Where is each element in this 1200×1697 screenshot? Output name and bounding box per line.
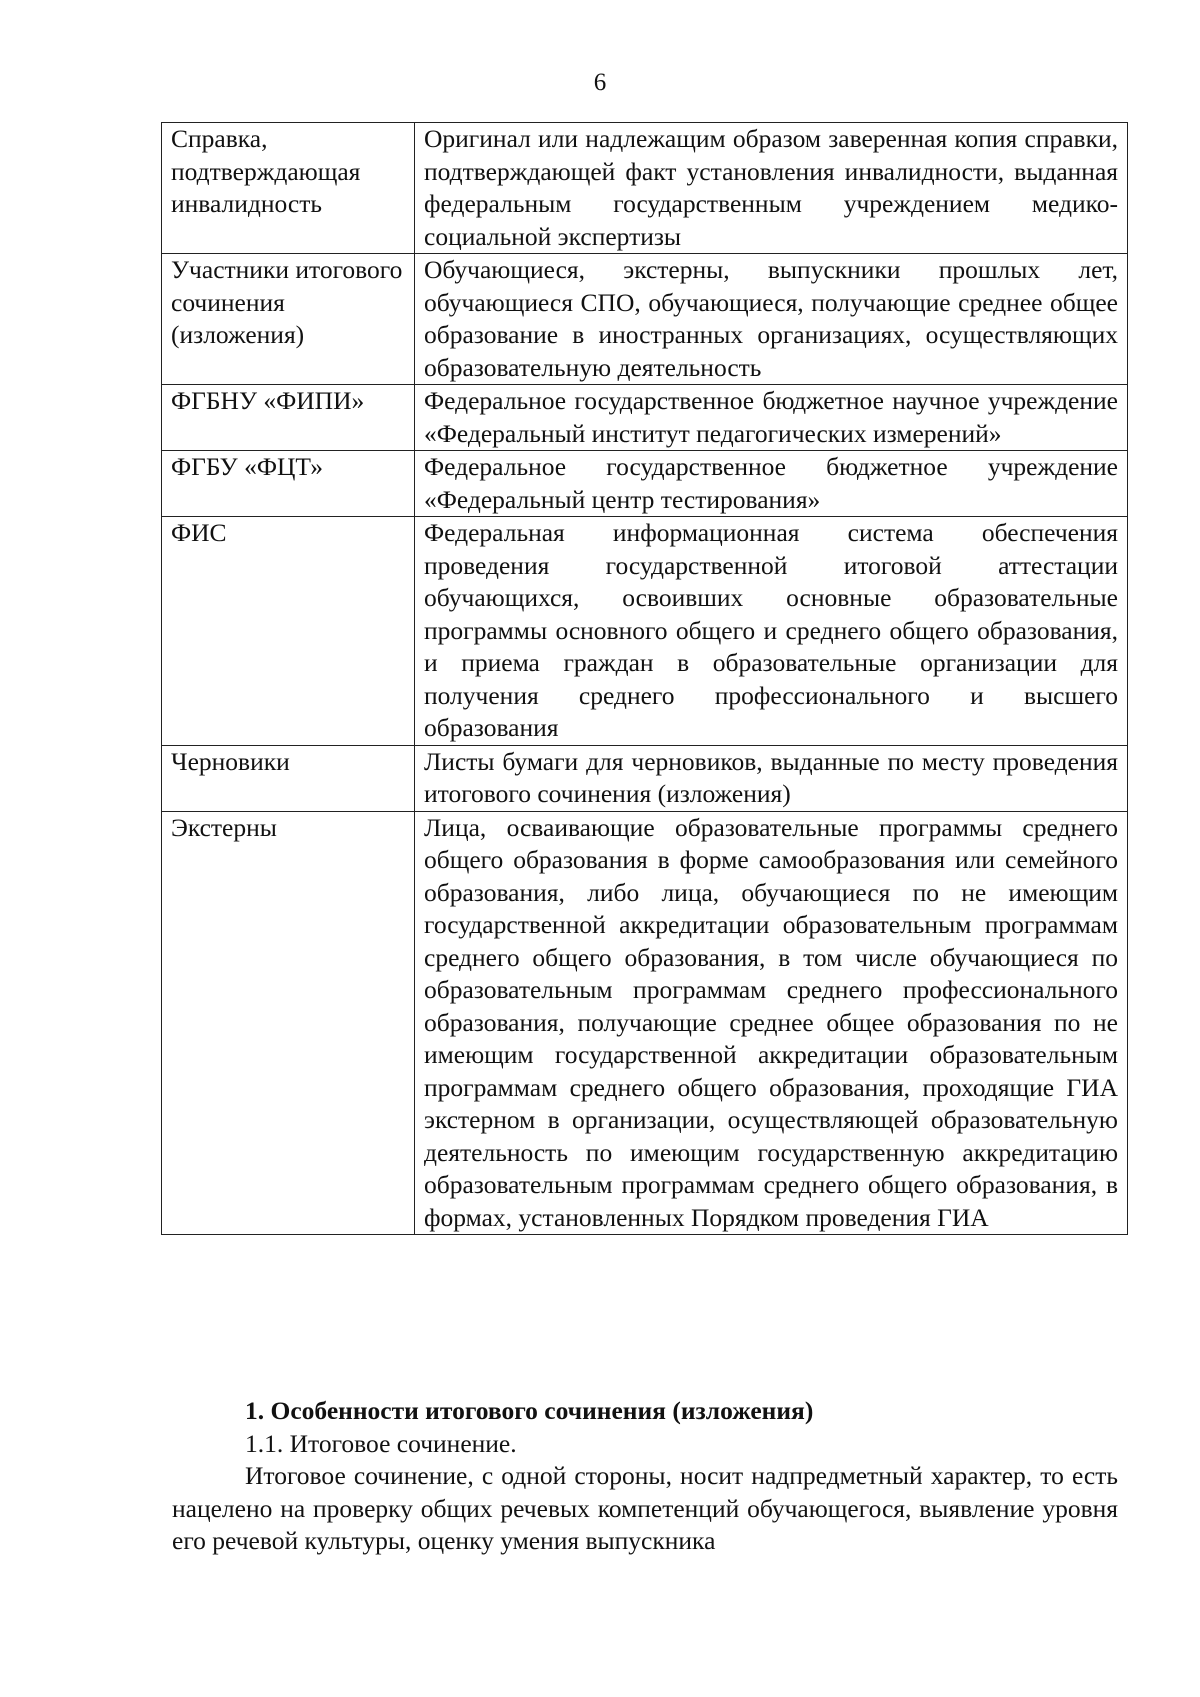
subsection-heading: 1.1. Итоговое сочинение. xyxy=(245,1428,517,1458)
definition-cell: Федеральное государственное бюджетное учреждение «Федеральный центр тестирования» xyxy=(415,451,1128,517)
table-row xyxy=(162,123,1128,254)
term-cell: ФИС xyxy=(162,517,415,746)
body-paragraph: Итоговое сочинение, с одной стороны, носит надпредметный характер, то есть нацелено на проверку общих речевых компетенций обучающегося, выявление уровня его речевой культуры, оценку умения выпускника xyxy=(172,1461,1118,1555)
term-cell: Черновики xyxy=(162,745,415,811)
table-row xyxy=(162,451,1128,517)
definition-cell: Оригинал или надлежащим образом заверенная копия справки, подтверждающей факт установления инвалидности, выданная федеральным государственным учреждением медико-социальной экспертизы xyxy=(415,123,1128,254)
definition-cell: Лица, осваивающие образовательные программы среднего общего образования в форме самообразования или семейного образования, либо лица, обучающиеся по не имеющим государственной аккредитации образовательным программам среднего общего образования, в том числе обучающиеся по образовательным программам среднего профессионального образования, получающие среднее общее образования по не имеющим государственной аккредитации образовательным программам среднего общего образования, проходящие ГИА экстерном в организации, осуществляющей образовательную деятельность по имеющим государственную аккредитацию образовательным программам среднего общего образования, в формах, установленных Порядком проведения ГИА xyxy=(415,811,1128,1235)
term-cell: Экстерны xyxy=(162,811,415,1235)
definition-cell: Обучающиеся, экстерны, выпускники прошлых лет, обучающиеся СПО, обучающиеся, получающие среднее общее образование в иностранных организациях, осуществляющих образовательную деятельность xyxy=(415,254,1128,385)
table-row xyxy=(162,811,1128,1235)
term-cell: ФГБУ «ФЦТ» xyxy=(162,451,415,517)
page-number: 6 xyxy=(593,69,607,96)
table-row xyxy=(162,385,1128,451)
definition-cell: Федеральное государственное бюджетное научное учреждение «Федеральный институт педагогических измерений» xyxy=(415,385,1128,451)
section-features xyxy=(172,1395,1118,1558)
table-row xyxy=(162,517,1128,746)
term-cell: Участники итогового сочинения (изложения) xyxy=(162,254,415,385)
definition-cell: Федеральная информационная система обеспечения проведения государственной итоговой аттестации обучающихся, освоивших основные образовательные программы основного общего и среднего общего образования, и приема граждан в образовательные организации для получения среднего профессионального и высшего образования xyxy=(415,517,1128,746)
section-heading: 1. Особенности итогового сочинения (изложения) xyxy=(245,1396,814,1425)
table-row xyxy=(162,254,1128,385)
term-cell: ФГБНУ «ФИПИ» xyxy=(162,385,415,451)
term-cell: Справка, подтверждающая инвалидность xyxy=(162,123,415,254)
definition-cell: Листы бумаги для черновиков, выданные по месту проведения итогового сочинения (изложения) xyxy=(415,745,1128,811)
glossary-table xyxy=(161,122,1128,1235)
table-row xyxy=(162,745,1128,811)
